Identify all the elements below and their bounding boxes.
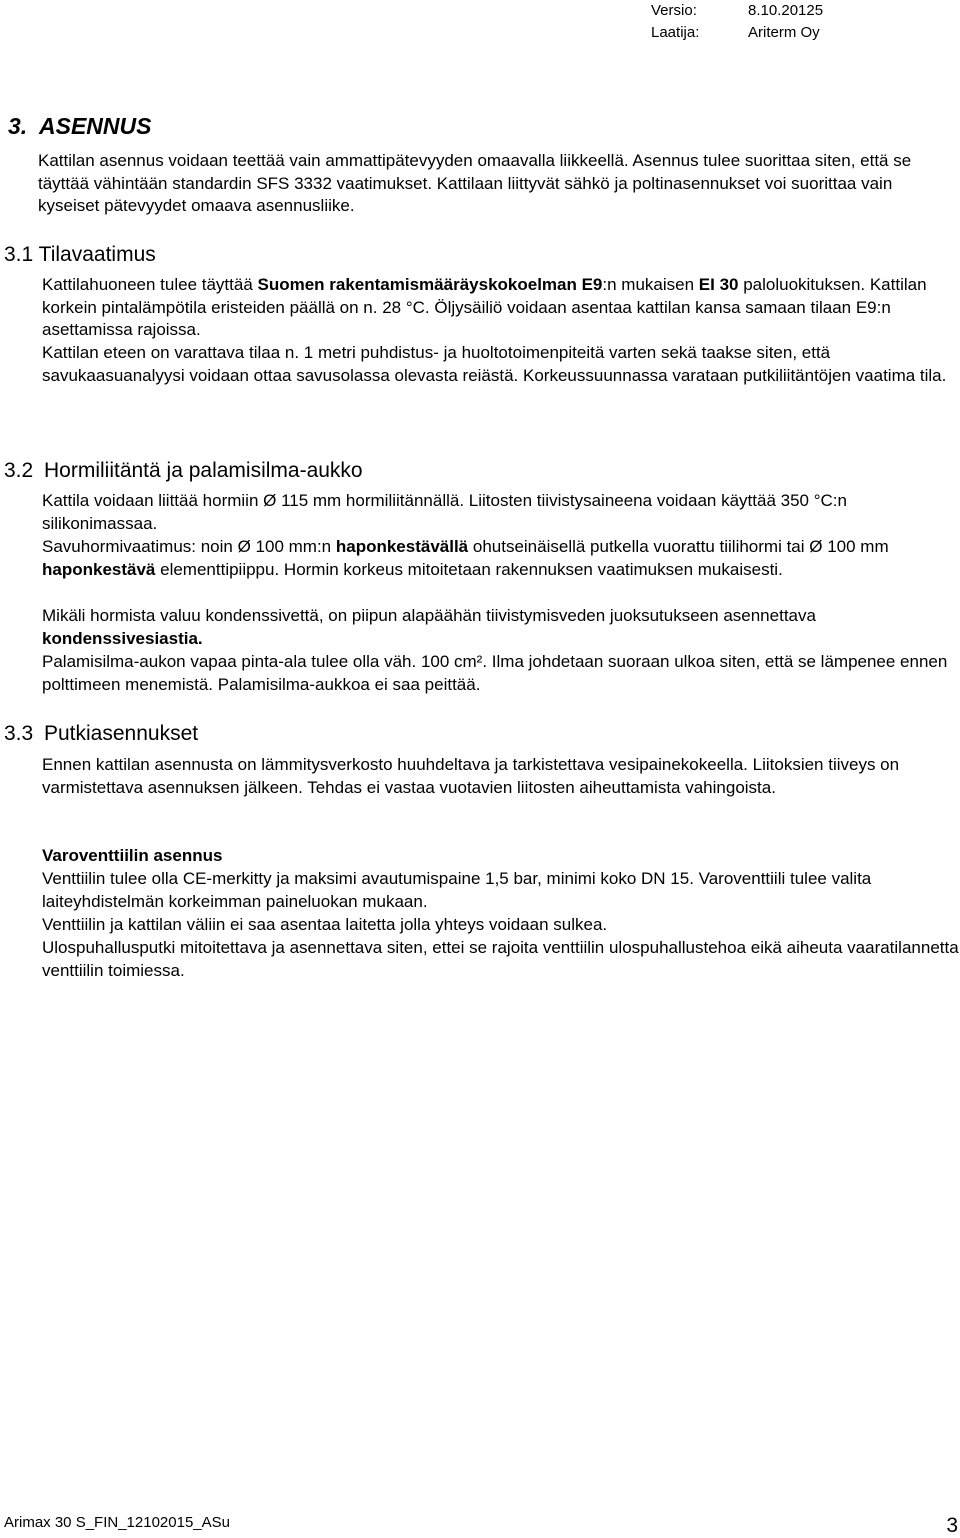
section-3-3-title: Putkiasennukset [44,722,199,745]
page-number: 3 [946,1514,958,1537]
section-3-1-paragraph-1 [42,274,960,342]
section-3-3-paragraph-2: Venttiilin tulee olla CE-merkitty ja maksimi avautumispaine 1,5 bar, minimi koko DN 15. Varoventtiili tulee valita laiteyhdistelmän korkeimman paineluokan mukaan. [42,869,872,911]
text-run: Savuhormivaatimus: noin Ø 100 mm:n [42,537,336,556]
section-3-3-paragraph-4: Ulospuhallusputki mitoitettava ja asennettava siten, ettei se rajoita venttiilin ulospuhallustehoa eikä aiheuta vaaratilannetta venttiilin toimiessa. [42,938,959,980]
section-3-intro: Kattilan asennus voidaan teettää vain ammattipätevyyden omaavalla liikkeellä. Asennus tulee suorittaa siten, että se täyttää vähintään standardin SFS 3332 vaatimukset. Kattilaan liittyvät sähkö ja poltinasennukset voi suorittaa vain kyseiset pätevyydet omaava asennusliike. [38,151,912,215]
header-values [748,0,823,44]
bold-run: kondenssivesiastia. [42,628,203,648]
author-value: Ariterm Oy [748,24,820,41]
section-3-2-heading [4,457,363,485]
version-value: 8.10.20125 [748,2,824,19]
bold-run: haponkestävällä [335,537,469,556]
section-3-3-number: 3.3 [4,722,34,745]
text-run: :n mukaisen [602,275,699,294]
text-run: Kattilahuoneen tulee täyttää [42,275,258,294]
author-label: Laatija: [651,24,700,41]
section-3-title: ASENNUS [39,113,152,139]
section-3-1-paragraph-2: Kattilan eteen on varattava tilaa n. 1 metri puhdistus- ja huoltotoimenpiteitä varten sekä taakse siten, että savukaasuanalyysi voidaan ottaa savusolassa olevasta reiästä. Korkeussuunnassa varataan putkiliitäntöjen vaatima tila. [42,343,947,385]
section-3-2-paragraph-4: Palamisilma-aukon vapaa pinta-ala tulee olla väh. 100 cm². Ilma johdetaan suoraan ulkoa siten, että se lämpenee ennen polttimeen menemistä. Palamisilma-aukkoa ei saa peittää. [42,652,948,694]
section-3-heading [8,113,151,140]
text-run: ohutseinäisellä putkella vuorattu tiilihormi tai Ø 100 mm [468,537,889,556]
section-3-1-title: Tilavaatimus [38,243,156,266]
bold-run: Suomen rakentamismääräyskokoelman E9 [257,275,603,294]
text-run: Mikäli hormista valuu kondenssivettä, on piipun alapäähän tiivistymisveden juoksutukseen asennettava [42,606,816,625]
section-3-1-heading [4,241,156,269]
bold-run: EI 30 [698,275,739,294]
section-3-3-paragraph-1: Ennen kattilan asennusta on lämmitysverkosto huuhdeltava ja tarkistettava vesipainekokeella. Liitoksien tiiveys on varmistettava asennuksen jälkeen. Tehdas ei vastaa vuotavien liitosten aiheuttamista vahingoista. [42,755,900,797]
section-3-3-paragraph-3: Venttiilin ja kattilan väliin ei saa asentaa laitetta jolla yhteys voidaan sulkea. [42,915,608,934]
section-3-2-paragraph-1: Kattila voidaan liittää hormiin Ø 115 mm hormiliitännällä. Liitosten tiivistysaineena voidaan käyttää 350 °C:n silikonimassaa. [42,491,847,533]
text-run: elementtipiippu. Hormin korkeus mitoitetaan rakennuksen vaatimuksen mukaisesti. [155,559,783,579]
section-3-2-number: 3.2 [4,459,34,482]
section-3-1-number: 3.1 [4,243,34,266]
footer-doc-id: Arimax 30 S_FIN_12102015_ASu [4,1514,230,1531]
section-3-2-paragraph-2 [42,536,960,581]
section-3-number: 3. [8,113,28,139]
bold-run: haponkestävä [42,559,156,579]
text-run: paloluokituksen. Kattilan korkein pintalämpötila eristeiden päällä on n. 28 °C. Öljysäiliö voidaan asentaa kattilan kansa samaan tilaan E9:n asettamissa rajoissa. [42,275,927,339]
header-labels [651,0,699,44]
version-label: Versio: [651,2,697,19]
safety-valve-subheading: Varoventtiilin asennus [42,846,223,865]
section-3-2-paragraph-3 [42,605,960,650]
section-3-2-title: Hormiliitäntä ja palamisilma-aukko [44,459,363,482]
section-3-3-heading [4,720,198,748]
